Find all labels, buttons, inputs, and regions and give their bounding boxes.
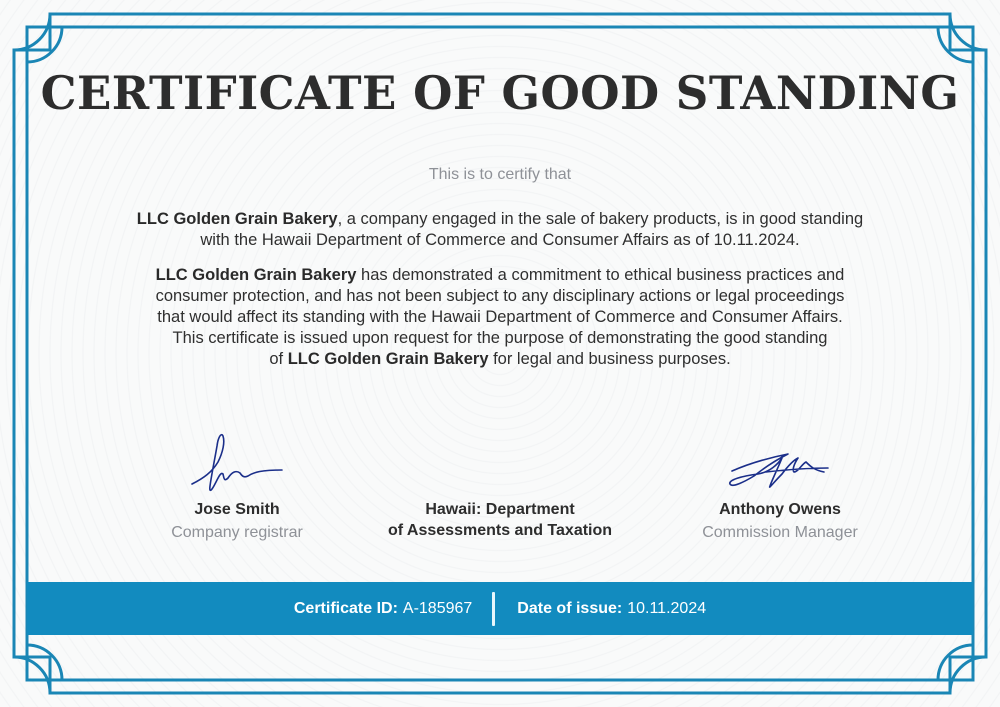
date-of-issue-label: Date of issue: <box>517 599 623 617</box>
paragraph-commitment-line-5 <box>100 349 900 370</box>
certify-intro: This is to certify that <box>428 166 572 183</box>
paragraph-commitment-line-2: consumer protection, and has not been subject to any disciplinary actions or legal proceedings <box>155 287 845 305</box>
company-name: LLC Golden Grain Bakery <box>155 266 357 284</box>
signatory-name-line-1: Hawaii: Department <box>425 501 575 518</box>
company-name: LLC Golden Grain Bakery <box>136 210 338 228</box>
paragraph-text: has demonstrated a commitment to ethical business practices and <box>356 266 845 284</box>
paragraph-commitment-line-1 <box>100 265 900 286</box>
signatory-hawaii-department <box>360 499 640 541</box>
paragraph-text: of <box>269 350 288 368</box>
paragraph-standing-line-1 <box>100 209 900 230</box>
paragraph-text: for legal and business purposes. <box>488 350 731 368</box>
date-of-issue-value: 10.11.2024 <box>627 599 707 617</box>
signature-jose-smith-icon <box>190 432 290 498</box>
paragraph-text: , a company engaged in the sale of bakery products, is in good standing <box>337 210 864 228</box>
signatory-anthony-owens <box>680 499 880 544</box>
certificate-id-value: A-185967 <box>402 599 473 617</box>
certificate-title: CERTIFICATE OF GOOD STANDING <box>40 66 960 120</box>
paragraph-standing-line-2: with the Hawaii Department of Commerce and Consumer Affairs as of 10.11.2024. <box>200 231 800 249</box>
paragraph-commitment <box>100 265 900 370</box>
signatory-name-line-2: of Assessments and Taxation <box>387 522 613 539</box>
paragraph-standing <box>100 209 900 251</box>
certificate-id <box>294 600 472 618</box>
signatory-jose-smith <box>137 499 337 544</box>
certificate-info-band <box>27 582 973 635</box>
company-name: LLC Golden Grain Bakery <box>287 350 489 368</box>
date-of-issue <box>517 600 706 618</box>
certificate-id-label: Certificate ID: <box>293 599 398 617</box>
paragraph-commitment-line-3: that would affect its standing with the Hawaii Department of Commerce and Consumer Affairs. <box>157 308 843 326</box>
signatory-role: Company registrar <box>171 524 303 541</box>
signature-anthony-owens-icon <box>728 452 830 490</box>
paragraph-commitment-line-4: This certificate is issued upon request for the purpose of demonstrating the good standing <box>172 329 828 347</box>
signatory-name: Jose Smith <box>194 501 280 518</box>
signatory-name: Anthony Owens <box>719 501 841 518</box>
band-divider <box>492 592 495 626</box>
signatory-role: Commission Manager <box>702 524 858 541</box>
